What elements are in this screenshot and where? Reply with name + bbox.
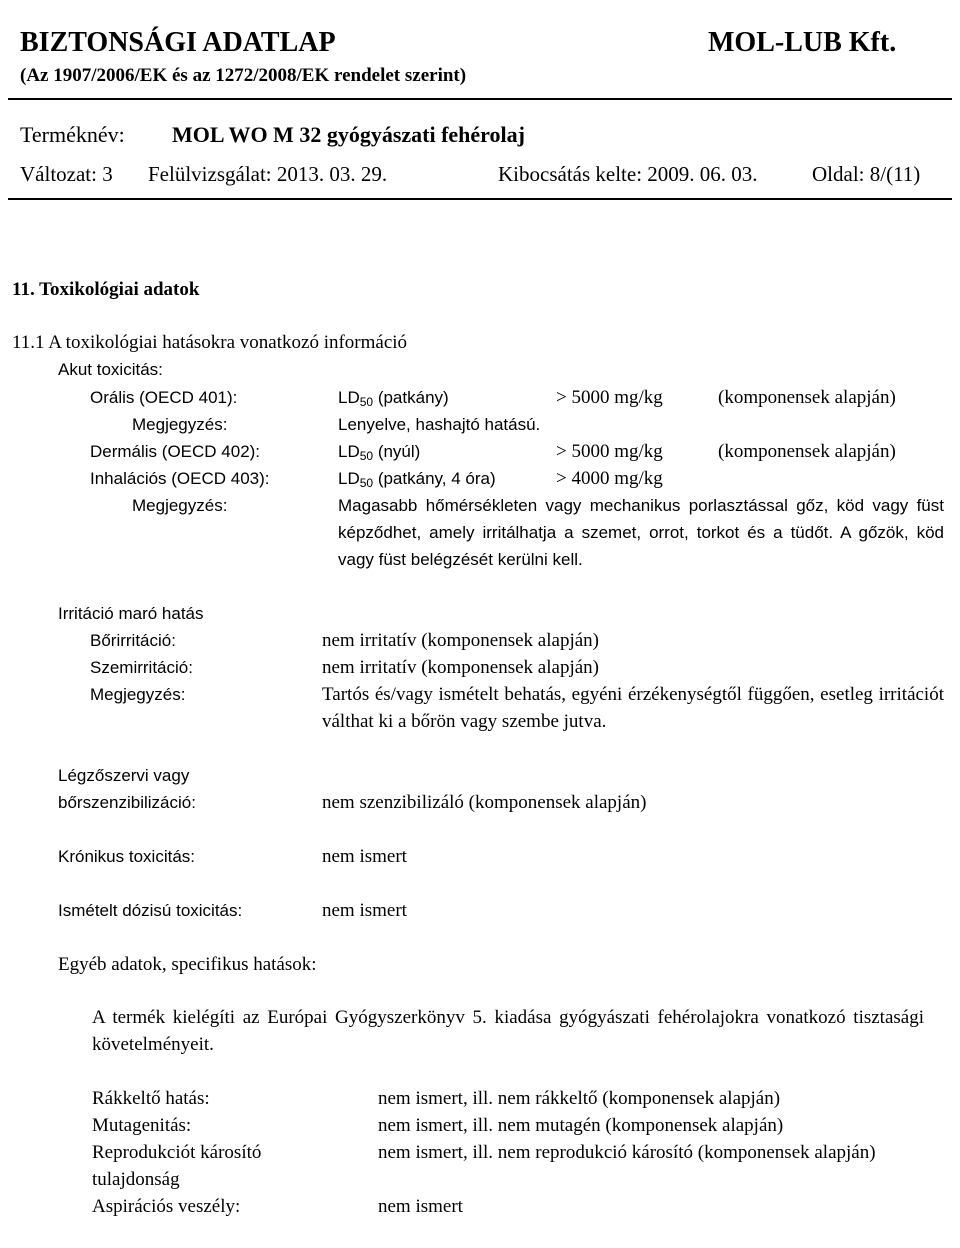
- irritation-label: Irritáció maró hatás: [58, 604, 204, 623]
- product-name: MOL WO M 32 gyógyászati fehérolaj: [172, 122, 525, 147]
- reproductive-toxicity-label-line1: Reprodukciót károsító: [92, 1142, 262, 1163]
- regulation-note: (Az 1907/2006/EK és az 1272/2008/EK rendelet szerint): [20, 65, 467, 86]
- product-label: Terméknév:: [20, 122, 125, 147]
- irritation-note-label: Megjegyzés:: [90, 685, 186, 704]
- revision-date: Felülvizsgálat: 2013. 03. 29.: [148, 162, 388, 186]
- inhalation-value: > 4000 mg/kg: [556, 468, 663, 489]
- subsection-title: 11.1 A toxikológiai hatásokra vonatkozó információ: [12, 332, 408, 353]
- other-data-label: Egyéb adatok, specifikus hatások:: [58, 954, 317, 975]
- skin-irritation-label: Bőrirritáció:: [90, 631, 176, 650]
- oral-note-text: Lenyelve, hashajtó hatású.: [338, 415, 541, 434]
- inhalation-note-text: Magasabb hőmérsékleten vagy mechanikus porlasztással gőz, köd vagy füst képződhet, amely irritálhatja a szemet, orrot, torkot és a tüdőt. A gőzök, köd vagy füst belégzését kerülni kell.: [338, 496, 944, 569]
- oral-note-label: Megjegyzés:: [132, 415, 228, 434]
- eye-irritation-value: nem irritatív (komponensek alapján): [322, 657, 599, 678]
- mutagenicity-label: Mutagenitás:: [92, 1115, 192, 1136]
- other-data-text: A termék kielégíti az Európai Gyógyszerkönyv 5. kiadása gyógyászati fehérolajokra vonatkozó tisztasági követelményeit.: [92, 1007, 924, 1055]
- inhalation-label: Inhalációs (OECD 403):: [90, 469, 270, 488]
- aspiration-hazard-value: nem ismert: [378, 1196, 463, 1217]
- carcinogenicity-label: Rákkeltő hatás:: [92, 1088, 210, 1109]
- mutagenicity-value: nem ismert, ill. nem mutagén (komponensek alapján): [378, 1115, 784, 1136]
- dermal-ld: $LD_{50}$ (nyúl): [338, 442, 421, 463]
- company-name: MOL-LUB Kft.: [708, 27, 897, 58]
- repeated-dose-value: nem ismert: [322, 900, 407, 921]
- carcinogenicity-value: nem ismert, ill. nem rákkeltő (komponensek alapján): [378, 1088, 781, 1109]
- version: Változat: 3: [20, 162, 113, 186]
- reproductive-toxicity-label-line2: tulajdonság: [92, 1169, 180, 1190]
- header-bottom-divider: [8, 198, 952, 200]
- reproductive-toxicity-value: nem ismert, ill. nem reprodukció károsító (komponensek alapján): [378, 1142, 876, 1163]
- chronic-toxicity-value: nem ismert: [322, 846, 407, 867]
- repeated-dose-label: Ismételt dózisú toxicitás:: [58, 901, 243, 920]
- acute-toxicity-label: Akut toxicitás:: [58, 360, 163, 379]
- dermal-label: Dermális (OECD 402):: [90, 442, 261, 461]
- skin-irritation-value: nem irritatív (komponensek alapján): [322, 630, 599, 651]
- oral-value: > 5000 mg/kg: [556, 387, 663, 408]
- oral-basis: (komponensek alapján): [718, 387, 896, 408]
- eye-irritation-label: Szemirritáció:: [90, 658, 193, 677]
- irritation-note-text: Tartós és/vagy ismételt behatás, egyéni érzékenységtől függően, esetleg irritációt válthat ki a bőrön vagy szembe jutva.: [322, 684, 944, 732]
- oral-label: Orális (OECD 401):: [90, 388, 238, 407]
- dermal-value: > 5000 mg/kg: [556, 441, 663, 462]
- inhalation-ld: $LD_{50}$ (patkány, 4 óra): [338, 469, 496, 490]
- document-title: BIZTONSÁGI ADATLAP: [20, 27, 336, 58]
- section-title: 11. Toxikológiai adatok: [12, 279, 200, 300]
- oral-ld: $LD_{50}$ (patkány): [338, 388, 449, 409]
- page-number: Oldal: 8/(11): [812, 162, 921, 186]
- dermal-basis: (komponensek alapján): [718, 441, 896, 462]
- aspiration-hazard-label: Aspirációs veszély:: [92, 1196, 241, 1217]
- chronic-toxicity-label: Krónikus toxicitás:: [58, 847, 195, 866]
- sensitisation-label-line1: Légzőszervi vagy: [58, 766, 190, 785]
- issue-date: Kibocsátás kelte: 2009. 06. 03.: [498, 162, 758, 186]
- sensitisation-value: nem szenzibilizáló (komponensek alapján): [322, 792, 647, 813]
- sensitisation-label-line2: bőrszenzibilizáció:: [58, 793, 196, 812]
- inhalation-note-label: Megjegyzés:: [132, 496, 228, 515]
- header-divider: [8, 98, 952, 100]
